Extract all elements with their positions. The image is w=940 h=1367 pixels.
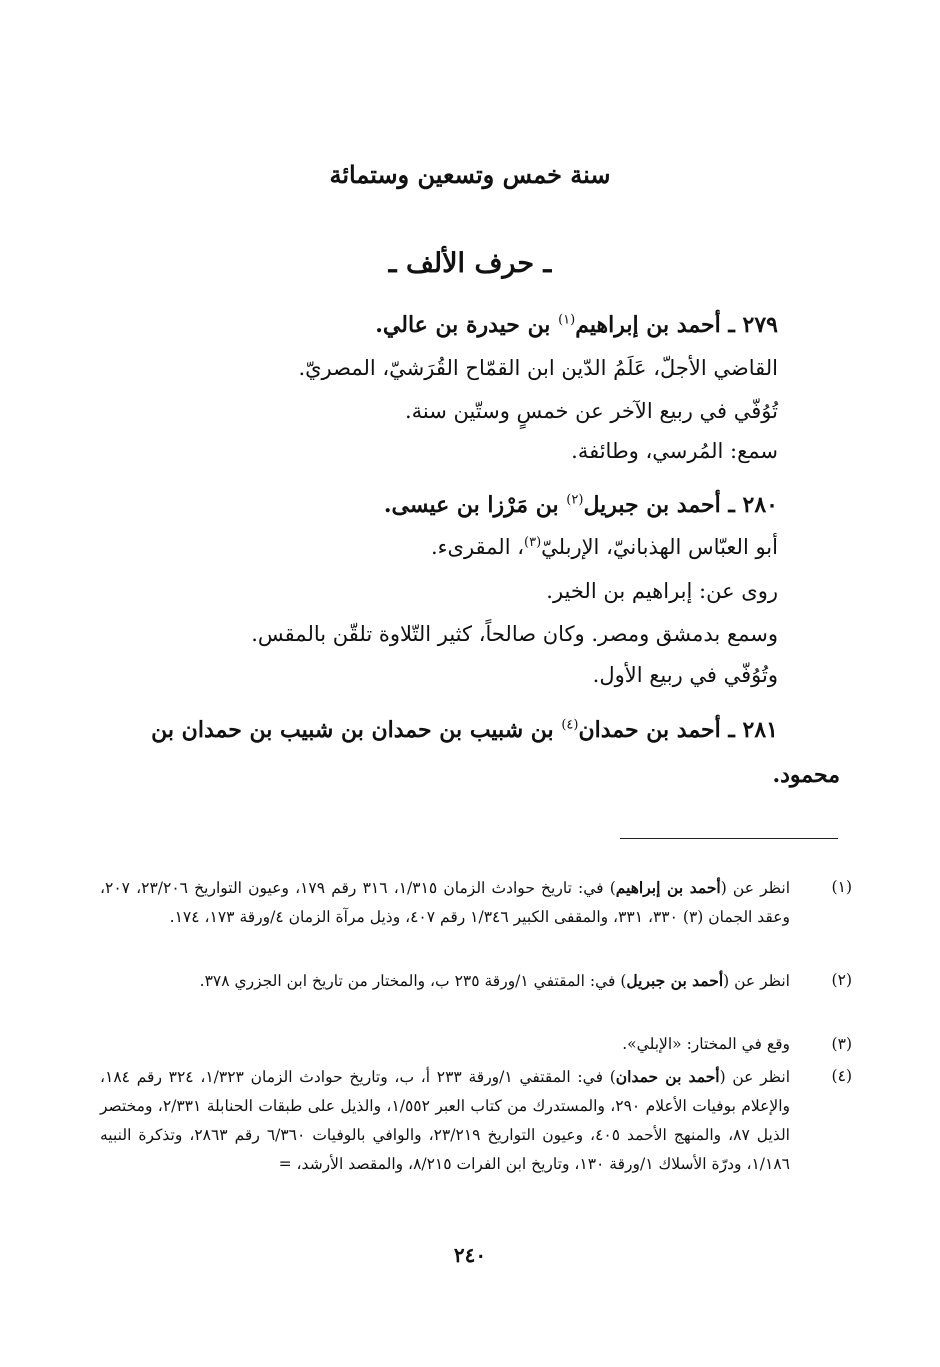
entry-280-line-1 [431, 532, 778, 562]
entry-280-line-3: وسمع بدمشق ومصر. وكان صالحاً، كثير التّلاوة تلقّن بالمقس. [251, 622, 778, 646]
entry-279-heading [375, 310, 778, 340]
page-number: ٢٤٠ [453, 1243, 487, 1267]
footnote-subject: أحمد بن إبراهيم [615, 878, 721, 897]
entry-number: ٢٨٠ [742, 492, 778, 518]
entry-name-rest: بن شبيب بن حمدان بن شبيب بن حمدان بن [151, 717, 562, 743]
footnote-text: ) في: المقتفي ١/ورقة ٢٣٥ ب، والمختار من تاريخ ابن الجزري ٣٧٨. [199, 972, 627, 990]
entry-280-line-2: روى عن: إبراهيم بن الخير. [546, 579, 778, 603]
entry-number: ٢٨١ [742, 717, 778, 743]
footnote-4 [100, 1062, 852, 1179]
entry-name: ـ أحمد بن حمدان [578, 717, 735, 743]
footnote-subject: أحمد بن جبريل [626, 971, 724, 990]
entry-280-line-1-text: أبو العبّاس الهذبانيّ، الإربليّ [541, 535, 778, 559]
footnote-text: ) في: تاريخ حوادث الزمان ١/٣١٥، ٣١٦ رقم ١٧٩، وعيون التواريخ ٢٣/٢٠٦، ٢٠٧، وعقد الجمان (٣) ٣٣٠، ٣٣١، والمقفى الكبير ١/٣٤٦ رقم ٤٠٧، وذيل مرآة الزمان ٤/ورقة ١٧٣، ١٧٤. [100, 879, 790, 926]
entry-279-line-2: تُوُفّي في ربيع الآخر عن خمسٍ وستّين سنة. [404, 399, 778, 423]
entry-281-heading [151, 715, 778, 745]
footnote-ref[interactable]: (١) [558, 312, 576, 328]
footnote-1 [100, 873, 852, 932]
entry-280-heading [384, 490, 778, 520]
footnote-ref[interactable]: (٣) [524, 535, 542, 550]
entry-281-continuation: محمود. [772, 762, 840, 788]
entry-280-line-4: وتُوُفّي في ربيع الأول. [592, 663, 778, 687]
entry-number: ٢٧٩ [742, 312, 778, 338]
entry-279-line-3: سمع: المُرسي، وطائفة. [571, 439, 778, 463]
entry-name-rest: بن حيدرة بن عالي. [375, 312, 559, 338]
footnote-number: (٣) [831, 1035, 852, 1053]
footnote-3 [100, 1030, 852, 1059]
footnote-number: (٢) [831, 971, 852, 989]
entry-280-line-1-rest: ، المقرىء. [430, 535, 524, 559]
footnote-2 [100, 966, 852, 996]
footnote-subject: أحمد بن حمدان [615, 1067, 720, 1086]
footnote-prefix: انظر عن ( [720, 879, 790, 897]
letter-heading: ـ حرف الألف ـ [388, 248, 552, 279]
entry-name-rest: بن مَرْزا بن عيسى. [383, 492, 567, 518]
footnote-ref[interactable]: (٤) [561, 717, 579, 733]
footnote-text: ) في: المقتفي ١/ورقة ٢٣٣ أ، ب، وتاريخ حوادث الزمان ١/٣٢٣، ٣٢٤ رقم ١٨٤، والإعلام بوفيات الأعلام ٢٩٠، والمستدرك من كتاب العبر ١/٥٥٢، والذيل على طبقات الحنابلة ٢/٣٣١، ومختصر الذيل ٨٧، والمنهج الأحمد ٤٠٥، وعيون التواريخ ٢٣/٢١٩، والوافي بالوفيات ٦/٣٦٠ رقم ٢٨٦٣، وتذكرة النبيه ١/١٨٦، ودرّة الأسلاك ١/ورقة ١٣٠، وتاريخ ابن الفرات ٨/٢١٥، والمقصد الأرشد، = [100, 1068, 790, 1173]
entry-name: ـ أحمد بن جبريل [583, 492, 735, 518]
footnote-number: (١) [831, 878, 852, 896]
entry-name: ـ أحمد بن إبراهيم [575, 312, 735, 338]
footnote-ref[interactable]: (٢) [566, 492, 584, 508]
footnote-prefix: انظر عن ( [723, 972, 790, 990]
footnote-number: (٤) [831, 1067, 852, 1085]
entry-279-line-1: القاضي الأجلّ، عَلَمُ الدّين ابن القمّاح القُرَشيّ، المصريّ. [298, 356, 778, 380]
footnote-prefix: انظر عن ( [719, 1068, 791, 1086]
footnote-text: وقع في المختار: «الإبلي». [622, 1035, 790, 1053]
footnote-separator [620, 838, 838, 839]
section-title: سنة خمس وتسعين وستمائة [329, 160, 611, 189]
